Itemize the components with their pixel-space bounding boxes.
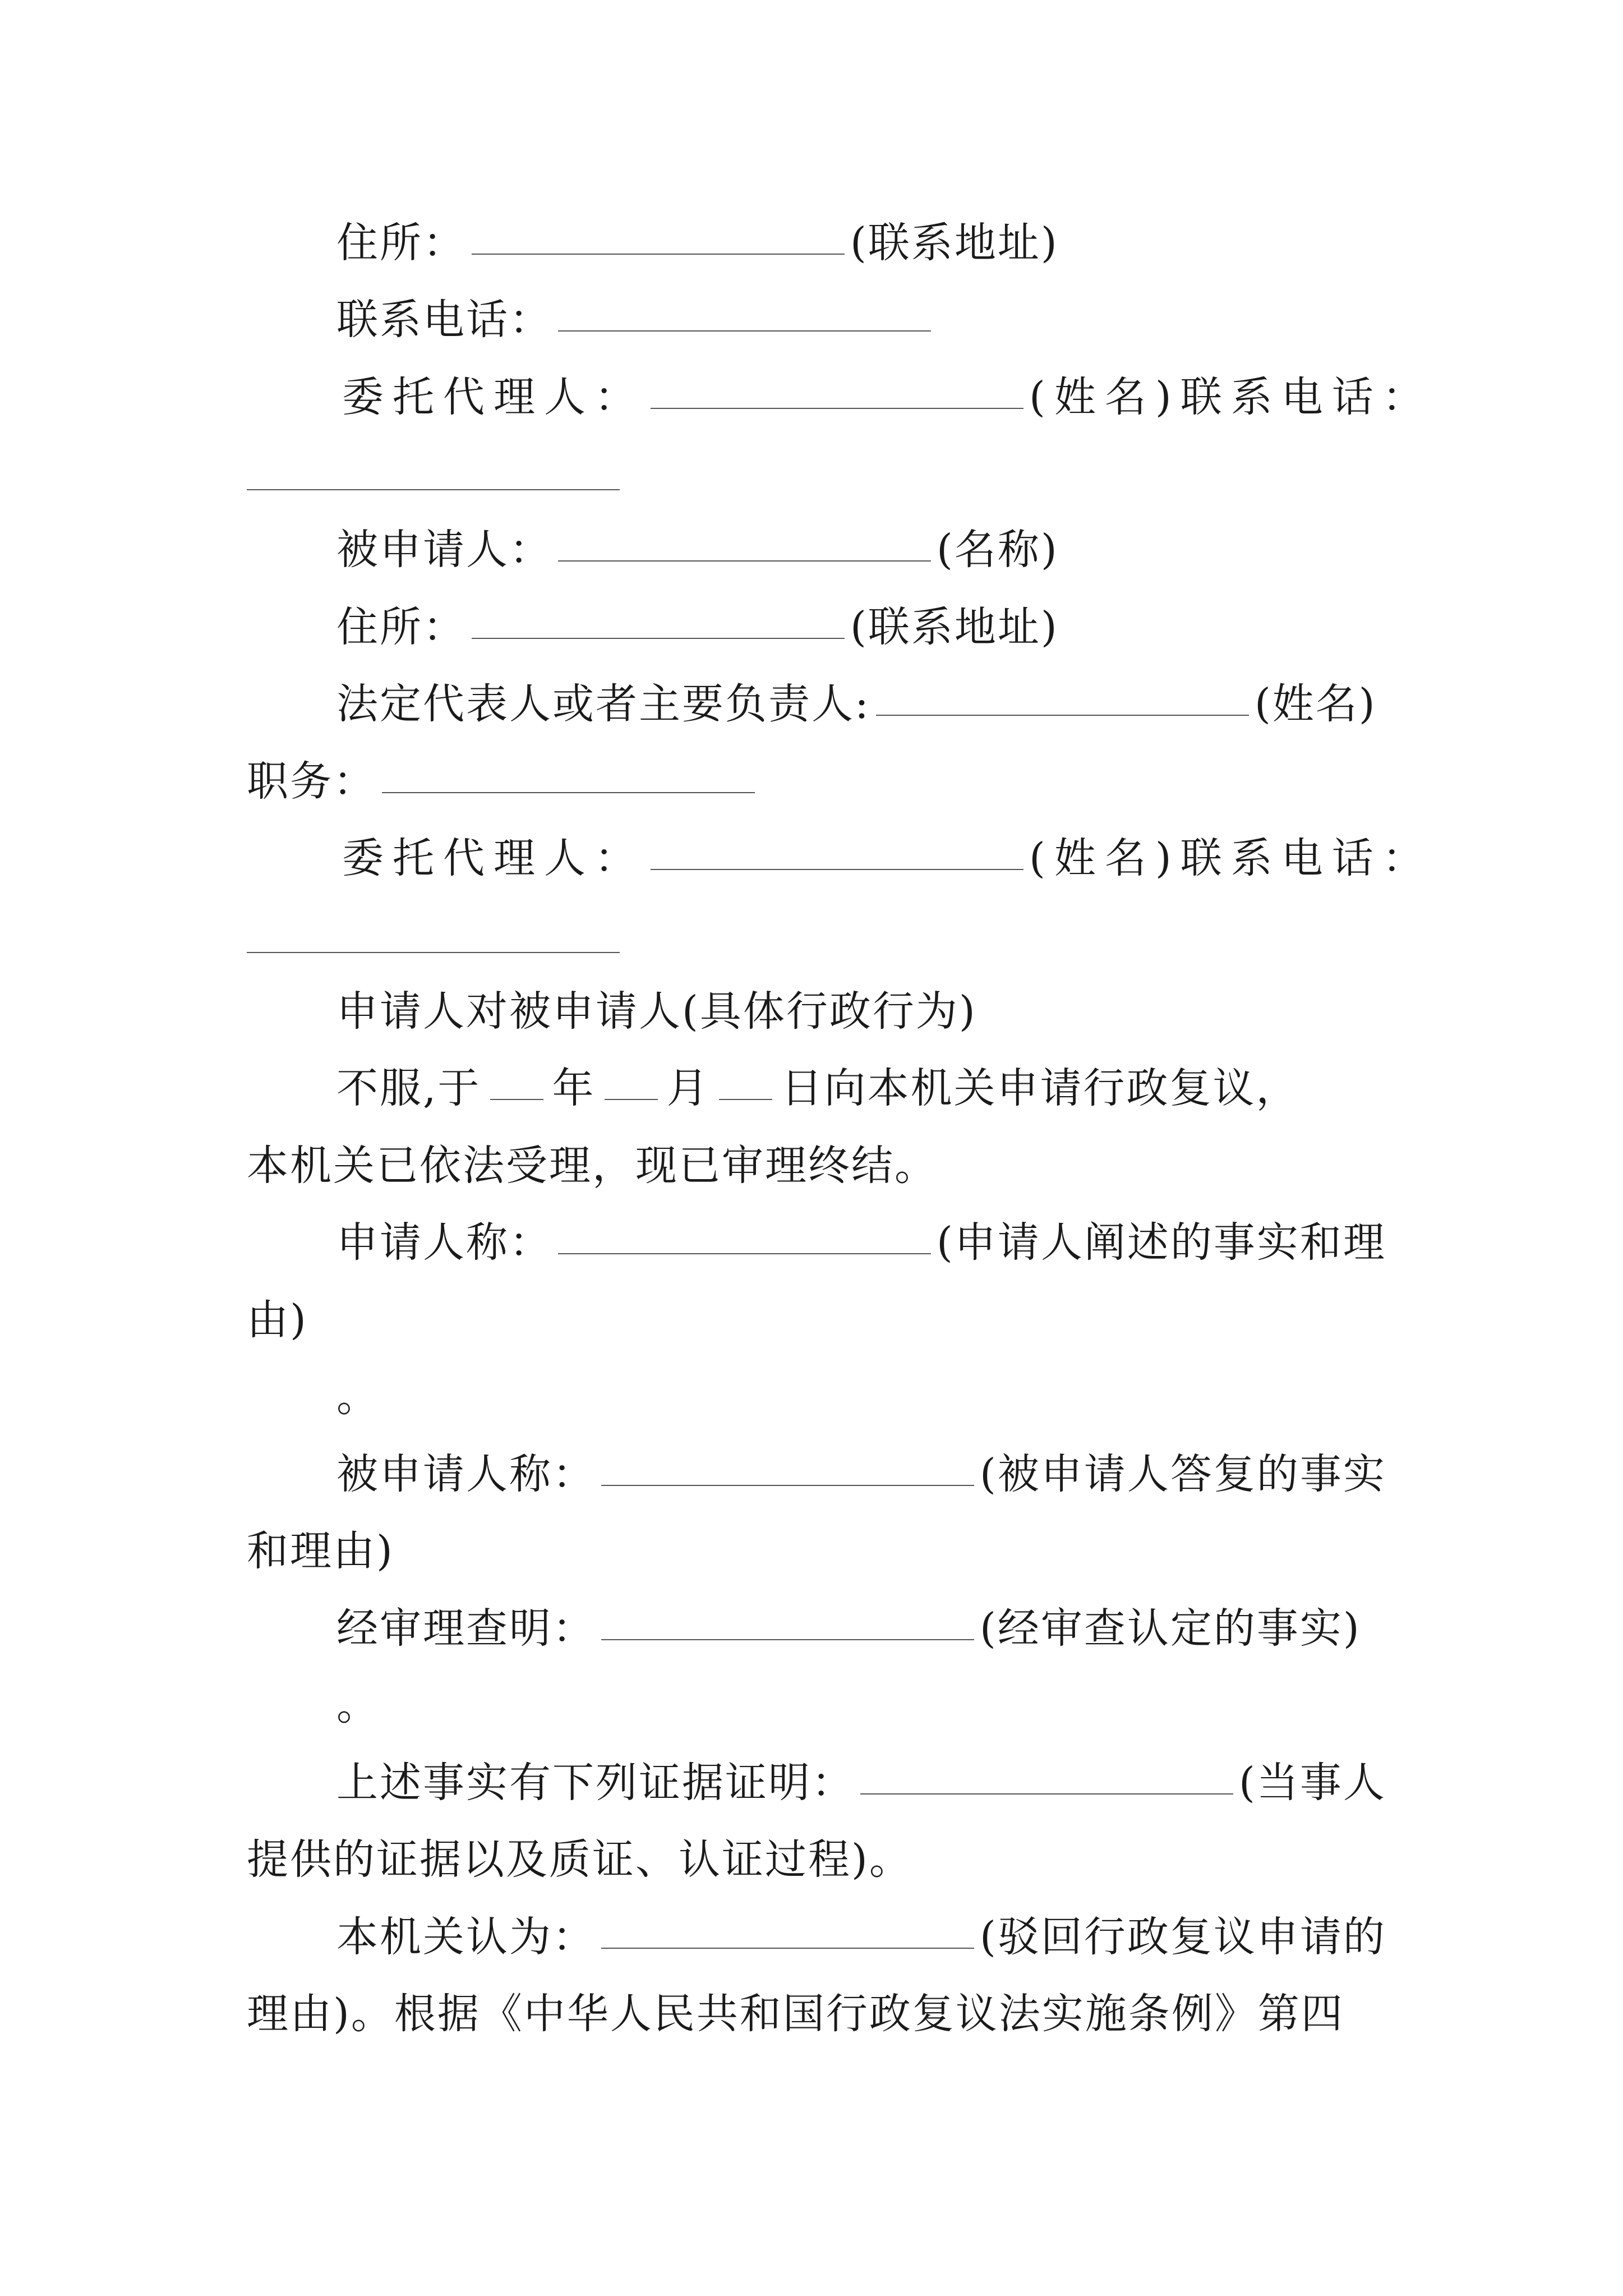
respondent-address-line [336,599,1059,655]
paragraph-line: 。 [336,1373,380,1421]
fill-blank[interactable] [247,489,620,490]
field-label: 委托代理人： [342,834,645,882]
field-hint: (经审查认定的事实) [980,1604,1361,1653]
fill-blank[interactable] [382,792,755,793]
field-hint: (驳回行政复议申请的 [980,1913,1386,1961]
position-line [247,753,760,809]
field-label: 经审理查明： [336,1604,596,1653]
field-label: 委托代理人： [342,373,645,421]
authority-opinion-line [336,1909,1386,1965]
paragraph-line: 。 [336,1681,380,1729]
fill-blank[interactable] [860,1793,1233,1795]
fill-blank[interactable] [247,952,620,953]
paragraph-line: 本机关已依法受理，现已审理终结。 [247,1142,938,1190]
applicant-agent-line [342,369,1433,425]
respondent-claim-line [336,1446,1386,1502]
field-hint: (姓名)联系电话： [1029,834,1433,882]
field-hint: (姓名) [1254,680,1377,728]
field-hint: (当事人 [1239,1759,1386,1807]
applicant-address-line [336,215,1059,271]
field-hint: (联系地址) [850,603,1059,651]
paragraph-line: 申请人对被申请人(具体行政行为) [336,987,977,1036]
field-label: 法定代表人或者主要负责人: [336,680,870,728]
field-label: 住所： [336,219,466,267]
fill-blank[interactable] [651,408,1023,409]
field-label: 住所： [336,603,466,651]
legal-rep-line [336,676,1377,732]
fill-blank[interactable] [558,560,931,562]
applicant-claim-line [336,1214,1386,1271]
fill-blank[interactable] [601,1485,974,1486]
text-segment: 月 [666,1064,710,1112]
field-label: 联系电话： [336,296,552,344]
paragraph-line: 理由)。根据《中华人民共和国行政复议法实施条例》第四 [247,1990,1344,2038]
text-segment: 年 [552,1064,596,1112]
respondent-agent-line [342,830,1433,886]
fill-blank[interactable] [558,1253,931,1254]
fill-blank[interactable] [472,254,845,255]
field-hint: (申请人阐述的事实和理 [937,1218,1386,1267]
respondent-name-line [336,522,1059,578]
field-hint: (姓名)联系电话： [1029,373,1433,421]
fill-blank[interactable] [876,715,1249,716]
applicant-phone-line [336,292,937,348]
fill-blank[interactable] [472,638,845,639]
day-blank[interactable] [719,1099,772,1100]
field-label: 上述事实有下列证据证明： [336,1759,855,1807]
application-date-line [336,1060,1299,1116]
field-hint: (联系地址) [850,219,1059,267]
field-label: 被申请人： [336,526,552,574]
text-segment: 不服,于 [336,1064,481,1112]
paragraph-line: 由) [247,1296,308,1344]
fill-blank[interactable] [651,869,1023,870]
year-blank[interactable] [490,1099,543,1100]
fill-blank[interactable] [601,1639,974,1640]
month-blank[interactable] [605,1099,658,1100]
fill-blank[interactable] [558,330,931,332]
fill-blank[interactable] [601,1948,974,1949]
field-hint: (被申请人答复的事实 [980,1450,1386,1498]
paragraph-line: 和理由) [247,1527,394,1575]
field-label: 职务： [247,757,376,806]
text-segment: 日向本机关申请行政复议， [781,1064,1299,1112]
evidence-line [336,1755,1386,1811]
field-label: 被申请人称： [336,1450,596,1498]
paragraph-line: 提供的证据以及质证、认证过程)。 [247,1835,912,1884]
field-label: 申请人称： [336,1218,552,1267]
field-hint: (名称) [937,526,1059,574]
findings-line [336,1600,1361,1657]
field-label: 本机关认为： [336,1913,596,1961]
